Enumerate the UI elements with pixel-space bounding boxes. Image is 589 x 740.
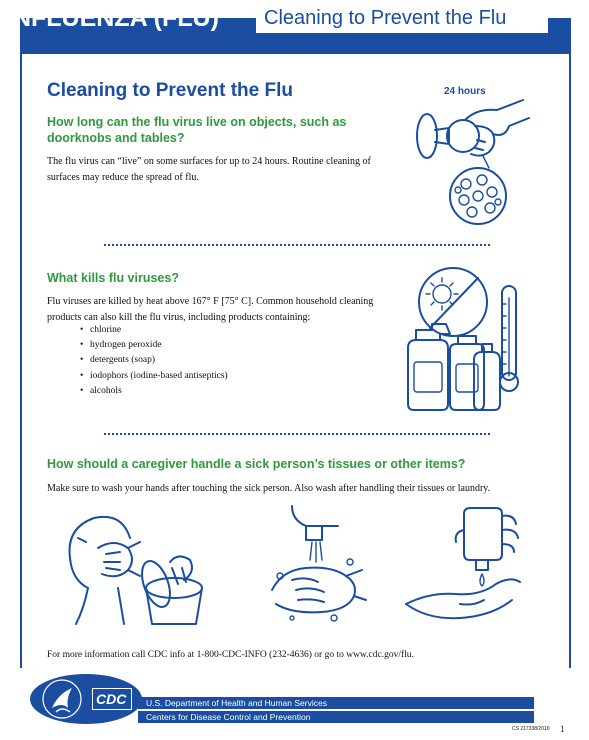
cleaning-products-list xyxy=(80,323,228,399)
page-title: Cleaning to Prevent the Flu xyxy=(47,80,293,101)
section1-body: The flu virus can “live” on some surfaces for up to 24 hours. Routine cleaning of surfaces may reduce the spread of flu. xyxy=(47,156,371,183)
cdc-logo: CDC xyxy=(96,691,127,707)
dotted-divider xyxy=(104,433,490,435)
document-code: CS 217338/2010 xyxy=(512,726,550,732)
page-number: 1 xyxy=(560,724,565,734)
header-title: INFLUENZA (FLU) xyxy=(6,4,219,32)
hand-washing-icon xyxy=(262,500,372,630)
virus-icon xyxy=(446,164,510,228)
department-name: U.S. Department of Health and Human Services xyxy=(146,698,327,708)
agency-name: Centers for Disease Control and Prevention xyxy=(146,712,311,722)
list-item: • detergents (soap) xyxy=(80,353,228,368)
more-info-text: For more information call CDC info at 1-800-CDC-INFO (232-4636) or go to www.cdc.gov/flu. xyxy=(47,650,414,660)
thermometer-cleaning-products-icon xyxy=(398,264,528,414)
section2-body: Flu viruses are killed by heat above 167° F [75° C]. Common household cleaning products can also kill the flu virus, including products containing: xyxy=(47,296,374,323)
nose-blowing-icon xyxy=(58,508,218,628)
hours-label: 24 hours xyxy=(444,86,486,97)
soap-dispenser-icon xyxy=(400,500,530,630)
list-item: • iodophors (iodine-based antiseptics) xyxy=(80,369,228,384)
header-subtitle: Cleaning to Prevent the Flu xyxy=(264,7,507,29)
list-item: • chlorine xyxy=(80,323,228,338)
section1-question: How long can the flu virus live on objects, such as doorknobs and tables? xyxy=(47,115,347,145)
list-item: • alcohols xyxy=(80,384,228,399)
list-item: • hydrogen peroxide xyxy=(80,338,228,353)
dotted-divider xyxy=(104,244,490,246)
section3-question: How should a caregiver handle a sick person’s tissues or other items? xyxy=(47,457,466,471)
section2-question: What kills flu viruses? xyxy=(47,271,179,285)
hhs-eagle-icon xyxy=(38,678,86,720)
section3-body: Make sure to wash your hands after touching the sick person. Also wash after handling their tissues or laundry. xyxy=(47,483,491,494)
